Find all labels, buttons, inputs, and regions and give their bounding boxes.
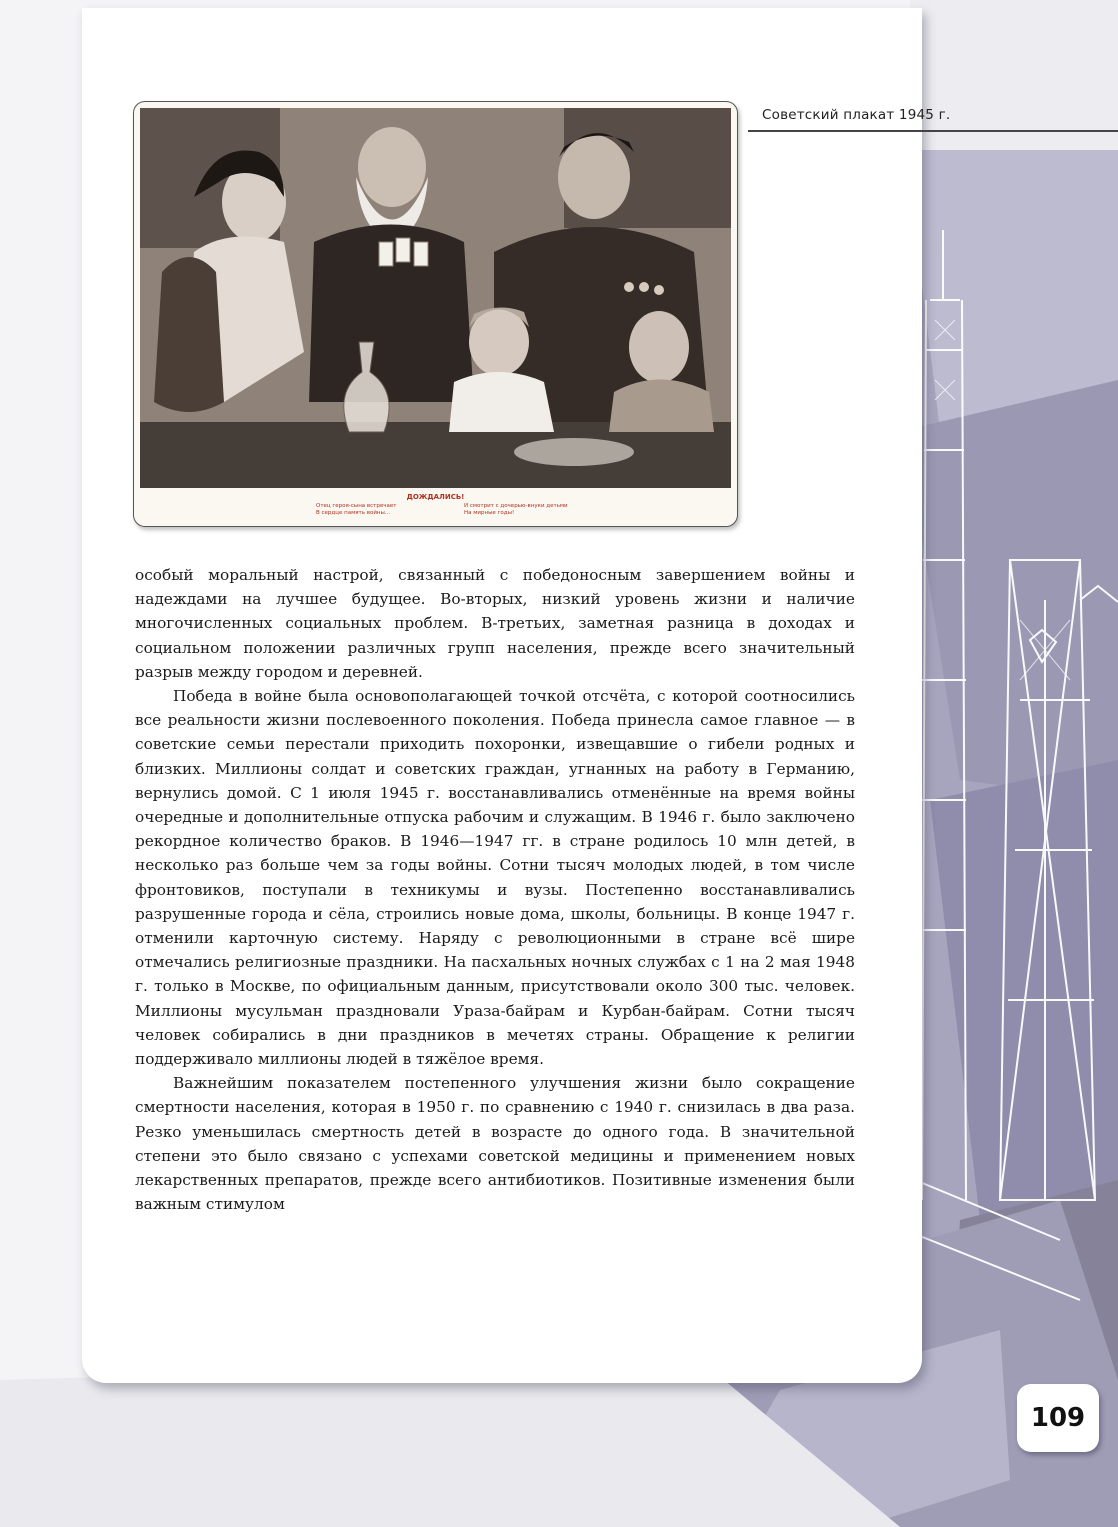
poster-verse-line: Отец героя-сына встречает [316, 503, 397, 509]
paragraph-3: Важнейшим показателем постепенного улучшения жизни было сокращение смертности населения, которая в 1950 г. по сравнению с 1940 г. снизилась в два раза. Резко уменьшилась смертность детей в возрасте до одного года. В значительной степени это было связано с успехами советской медицины и применением новых лекарственных препаратов, прежде всего антибиотиков. Позитивные изменения были важным стимулом [135, 1074, 855, 1214]
poster-verse-line: И смотрит с дочерью-внуки детьми [464, 503, 568, 509]
poster-caption: Советский плакат 1945 г. [762, 107, 951, 123]
paragraph-1: особый моральный настрой, связанный с победоносным завершением войны и надеждами на лучшее будущее. Во-вторых, низкий уровень жизни и наличие многочисленных социальных проблем. В-третьих, заметная разница в доходах и социальном положении различных групп населения, прежде всего значительный разрыв между городом и деревней. [135, 566, 855, 681]
poster-verse-right [464, 503, 664, 517]
poster-illustration [134, 102, 737, 526]
body-text [135, 563, 855, 1216]
poster-title: ДОЖДАЛИСЬ! [406, 493, 465, 501]
soviet-poster-image [133, 101, 738, 527]
poster-verse-line: На мирные годы! [464, 510, 515, 516]
poster-verse-line: В сердце память войны... [316, 510, 391, 516]
page-number-badge [1017, 1384, 1099, 1452]
page-number: 109 [1030, 1403, 1086, 1433]
caption-divider [748, 130, 1118, 132]
paragraph-2: Победа в войне была основополагающей точкой отсчёта, с которой соотносились все реальности жизни послевоенного поколения. Победа принесла самое главное — в советские семьи перестали приходить похоронки, извещавшие о гибели родных и близких. Миллионы солдат и советских граждан, угнанных на работу в Германию, вернулись домой. С 1 июля 1945 г. восстанавливались отменённые на время войны очередные и дополнительные отпуска рабочим и служащим. В 1946 г. было заключено рекордное количество браков. В 1946—1947 гг. в стране родилось 10 млн детей, в несколько раз больше чем за годы войны. Сотни тысяч молодых людей, в том числе фронтовиков, поступали в техникумы и вузы. Постепенно восстанавливались разрушенные города и сёла, строились новые дома, школы, больницы. В конце 1947 г. отменили карточную систему. Наряду с революционными в стране всё шире отмечались религиозные праздники. На пасхальных ночных службах с 1 на 2 мая 1948 г. только в Москве, по официальным данным, присутствовали около 300 тыс. человек. Миллионы мусульман праздновали Ураза-байрам и Курбан-байрам. Сотни тысяч человек собирались в дни праздников в мечетях страны. Обращение к религии поддерживало миллионы людей в тяжёлое время. [135, 687, 855, 1069]
